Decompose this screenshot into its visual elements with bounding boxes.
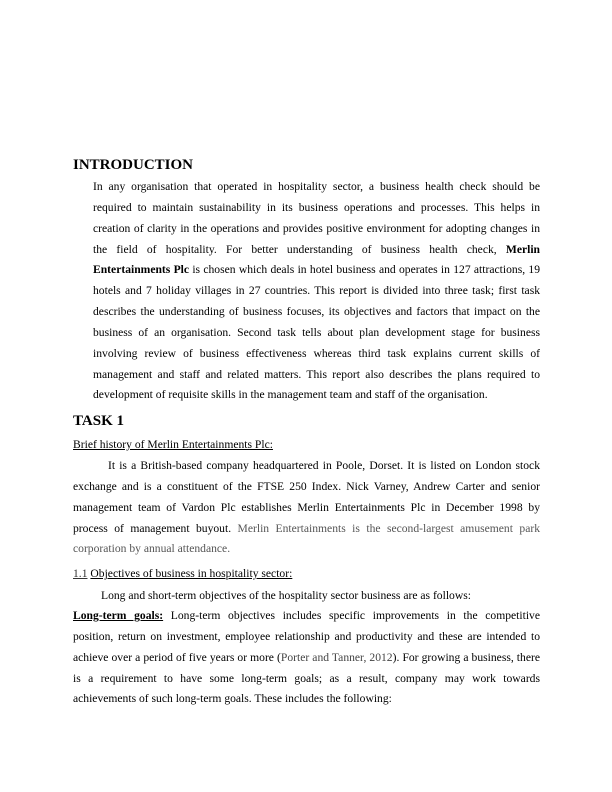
company-name-bold: Merlin Entertainments Plc <box>93 242 540 277</box>
history-paragraph <box>73 456 540 560</box>
long-term-goals-label: Long-term goals: <box>73 609 164 622</box>
history-subheading: Brief history of Merlin Entertainments Plc: <box>73 438 273 451</box>
section-number: 1.1 <box>73 567 88 580</box>
introduction-paragraph <box>93 177 540 406</box>
task1-heading: TASK 1 <box>73 413 124 429</box>
history-text: It is a British-based company headquartered in Poole, Dorset. It is listed on London stock exchange and is a constituent of the FTSE 250 Index. Nick Varney, Andrew Carter and senior management team of Vardon Plc establishes Merlin Entertainments Plc in December 1998 by process of management buyout. <box>73 459 540 535</box>
intro-text-part-2: is chosen which deals in hotel business and operates in 127 attractions, 19 hotels and 7 holiday villages in 27 countries. This report is divided into three task; first task describes the understanding of business focuses, its objectives and factors that impact on the business of an organisation. Second task tells about plan development stage for business involving review of business effectiveness whereas third task explains current skills of management and staff and related matters. This report also describes the plans required to development of requisite skills in the management team and staff of the organisation. <box>93 263 540 402</box>
history-grey-text: Merlin Entertainments is the second-largest amusement park corporation by annual attendance. <box>73 521 540 556</box>
objectives-subheading <box>73 566 292 582</box>
intro-text-part-1: In any organisation that operated in hospitality sector, a business health check should be required to maintain sustainability in its business operations and processes. This helps in creation of clarity in the operations and provides positive environment for adopting changes in the field of hospitality. For better understanding of business health check, <box>93 180 540 256</box>
introduction-heading: INTRODUCTION <box>73 157 194 173</box>
section-title: Objectives of business in hospitality sector: <box>90 567 293 580</box>
goals-text-part-1: Long-term objectives includes specific improvements in the competitive position, return on investment, employee relationship and productivity and these are intended to achieve over a period of five years or more ( <box>73 609 540 664</box>
goals-citation: Porter and Tanner, 2012 <box>280 650 393 664</box>
long-term-goals-paragraph <box>73 606 540 710</box>
objectives-intro: Long and short-term objectives of the hospitality sector business are as follows: <box>101 589 471 602</box>
goals-text-part-2: ). For growing a business, there is a requirement to have some long-term goals; as a result, company may work towards achievements of such long-term goals. These includes the following: <box>73 650 540 706</box>
